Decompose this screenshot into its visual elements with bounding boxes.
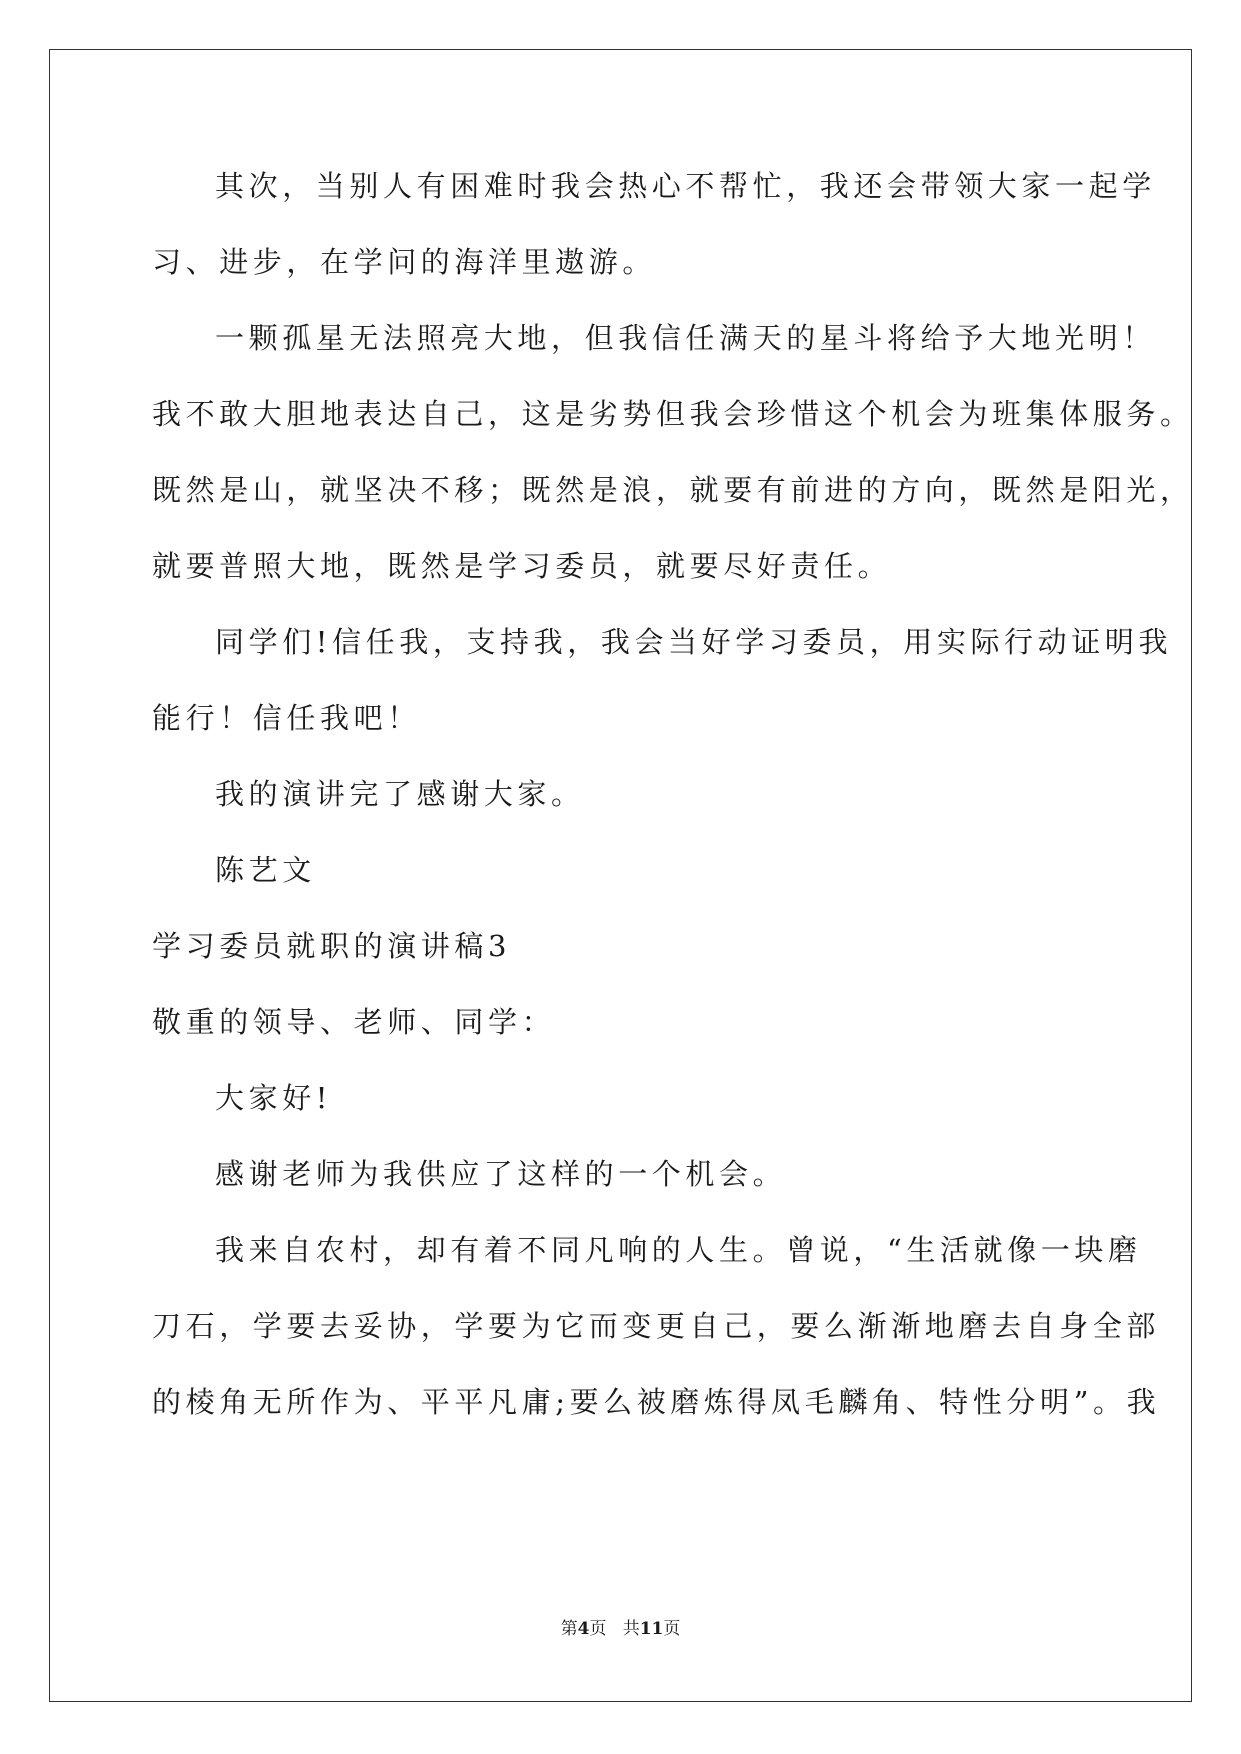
footer-page-label: 页	[589, 1619, 607, 1639]
page-current: 4	[577, 1619, 590, 1639]
footer-total-label: 页	[663, 1619, 681, 1639]
paragraph-line: 同学们!信任我，支持我，我会当好学习委员，用实际行动证明我	[215, 625, 1173, 659]
paragraph-line: 一颗孤星无法照亮大地，但我信任满天的星斗将给予大地光明！	[215, 321, 1156, 355]
page-footer	[0, 1617, 1241, 1641]
paragraph-line: 就要普照大地，既然是学习委员，就要尽好责任。	[152, 549, 892, 583]
paragraph-line: 我来自农村，却有着不同凡响的人生。曾说，“生活就像一块磨	[215, 1233, 1142, 1267]
paragraph-line: 我的演讲完了感谢大家。	[215, 777, 585, 811]
footer-prefix: 第	[560, 1619, 578, 1639]
paragraph-line: 其次，当别人有困难时我会热心不帮忙，我还会带领大家一起学	[215, 169, 1156, 203]
page-total: 11	[639, 1619, 664, 1639]
greeting: 大家好!	[215, 1081, 333, 1115]
signature-line: 陈艺文	[215, 853, 316, 887]
paragraph-line: 的棱角无所作为、平平凡庸;要么被磨炼得凤毛麟角、特性分明”。我	[152, 1385, 1161, 1419]
paragraph-line: 既然是山，就坚决不移；既然是浪，就要有前进的方向，既然是阳光，	[152, 473, 1194, 507]
salutation: 敬重的领导、老师、同学：	[152, 1005, 556, 1039]
paragraph-line: 能行！信任我吧！	[152, 701, 421, 735]
section-title: 学习委员就职的演讲稿3	[152, 929, 512, 963]
paragraph-line: 习、进步，在学问的海洋里遨游。	[152, 245, 657, 279]
paragraph-line: 我不敢大胆地表达自己，这是劣势但我会珍惜这个机会为班集体服务。	[152, 397, 1194, 431]
paragraph-line: 感谢老师为我供应了这样的一个机会。	[215, 1157, 787, 1191]
footer-total-prefix: 共	[622, 1619, 640, 1639]
paragraph-line: 刀石，学要去妥协，学要为它而变更自己，要么渐渐地磨去自身全部	[152, 1309, 1161, 1343]
